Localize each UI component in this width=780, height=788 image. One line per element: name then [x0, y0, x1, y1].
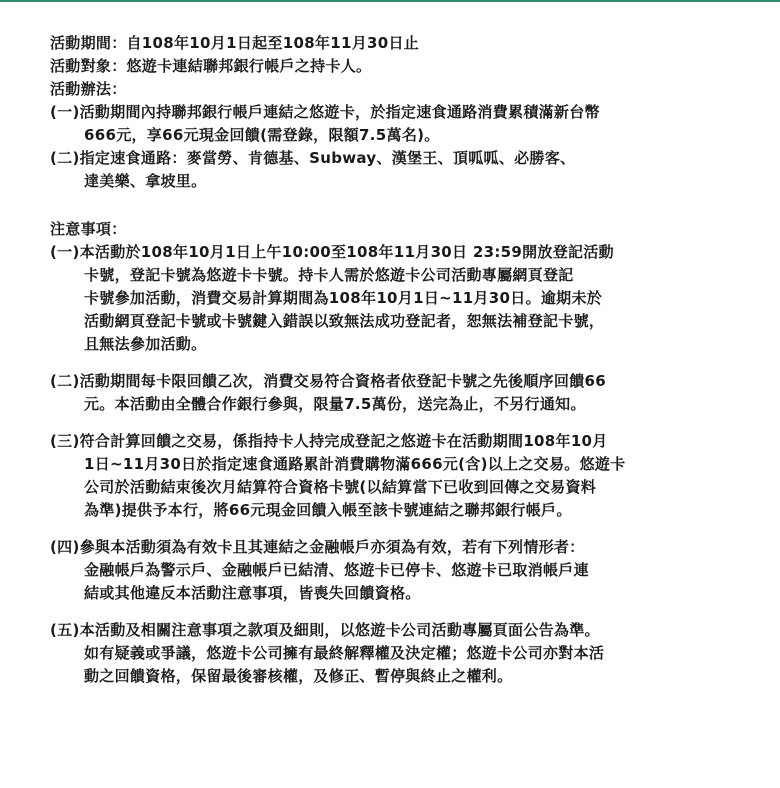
notice-item-1-line-3: 卡號參加活動，消費交易計算期間為108年10月1日~11月30日。逾期未於 — [84, 289, 603, 307]
notice-item-2-line-2: 元。本活動由全體合作銀行參與，限量7.5萬份，送完為止，不另行通知。 — [84, 395, 586, 413]
method-item-1-line-2: 666元，享66元現金回饋(需登錄，限額7.5萬名)。 — [84, 126, 440, 144]
notice-item-4-line-3: 結或其他違反本活動注意事項，皆喪失回饋資格。 — [84, 584, 421, 602]
notice-item-3-line-3: 公司於活動結束後次月結算符合資格卡號(以結算當下已收到回傳之交易資料 — [84, 478, 597, 496]
notice-item-4-line-1: (四)參與本活動須為有效卡且其連結之金融帳戶亦須為有效，若有下列情形者： — [50, 538, 585, 556]
notice-item-3-line-1: (三)符合計算回饋之交易，係指持卡人持完成登記之悠遊卡在活動期間108年10月 — [50, 432, 608, 450]
notice-item-3 — [50, 430, 740, 522]
notice-item-5-line-2: 如有疑義或爭議，悠遊卡公司擁有最終解釋權及決定權；悠遊卡公司亦對本活 — [84, 644, 605, 662]
notice-item-1-line-2: 卡號，登記卡號為悠遊卡卡號。持卡人需於悠遊卡公司活動專屬網頁登記 — [84, 266, 574, 284]
notice-heading: 注意事項： — [50, 220, 127, 238]
method-item-1 — [50, 101, 740, 147]
notice-item-1 — [50, 241, 740, 356]
notice-item-2 — [50, 370, 740, 416]
notice-item-4 — [50, 536, 740, 605]
notice-item-3-line-4: 為準)提供予本行，將66元現金回饋入帳至該卡號連結之聯邦銀行帳戶。 — [84, 501, 572, 519]
terms-document — [50, 32, 740, 688]
notice-item-4-line-2: 金融帳戶為警示戶、金融帳戶已結清、悠遊卡已停卡、悠遊卡已取消帳戶連 — [84, 561, 589, 579]
method-item-1-line-1: (一)活動期間內持聯邦銀行帳戶連結之悠遊卡，於指定速食通路消費累積滿新台幣 — [50, 103, 600, 121]
activity-target: 活動對象：悠遊卡連結聯邦銀行帳戶之持卡人。 — [50, 57, 372, 75]
notice-item-5-line-3: 動之回饋資格，保留最後審核權，及修正、暫停與終止之權利。 — [84, 667, 513, 685]
activity-period: 活動期間：自108年10月1日起至108年11月30日止 — [50, 34, 420, 52]
notice-item-1-line-5: 且無法參加活動。 — [84, 335, 207, 353]
notice-item-2-line-1: (二)活動期間每卡限回饋乙次，消費交易符合資格者依登記卡號之先後順序回饋66 — [50, 372, 606, 390]
method-item-2 — [50, 147, 740, 193]
top-divider — [0, 0, 780, 2]
method-item-2-line-2: 達美樂、拿坡里。 — [84, 172, 207, 190]
notice-item-5-line-1: (五)本活動及相關注意事項之款項及細則，以悠遊卡公司活動專屬頁面公告為準。 — [50, 621, 600, 639]
method-item-2-line-1: (二)指定速食通路：麥當勞、肯德基、Subway、漢堡王、頂呱呱、必勝客、 — [50, 149, 576, 167]
notice-item-5 — [50, 619, 740, 688]
notice-item-1-line-4: 活動網頁登記卡號或卡號鍵入錯誤以致無法成功登記者，恕無法補登記卡號， — [84, 312, 605, 330]
notice-item-3-line-2: 1日~11月30日於指定速食通路累計消費購物滿666元(含)以上之交易。悠遊卡 — [84, 455, 626, 473]
method-heading: 活動辦法： — [50, 80, 127, 98]
notice-item-1-line-1: (一)本活動於108年10月1日上午10:00至108年11月30日 23:59開放登記活動 — [50, 243, 614, 261]
